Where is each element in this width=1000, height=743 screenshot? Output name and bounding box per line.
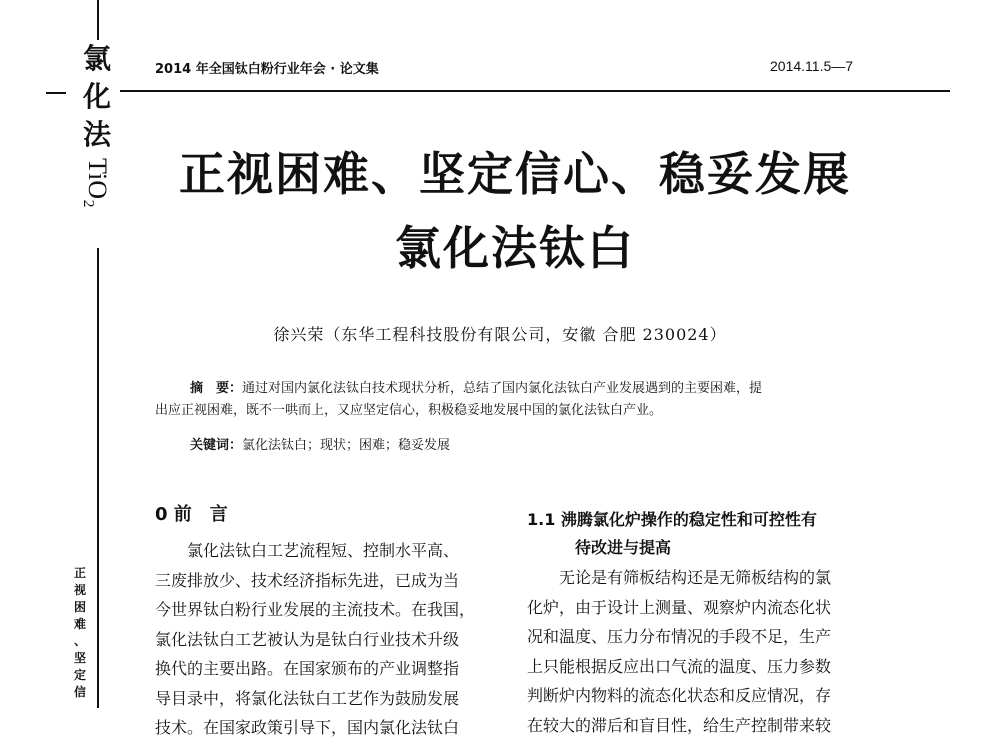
side-tick bbox=[46, 92, 66, 94]
abstract-text: 通过对国内氯化法钛白技术现状分析，总结了国内氯化法钛白产业发展遇到的主要困难，提 bbox=[242, 381, 763, 396]
keywords bbox=[190, 434, 450, 453]
body-line: 换代的主要出路。在国家颁布的产业调整指 bbox=[155, 659, 460, 678]
keywords-label: 关键词： bbox=[190, 438, 243, 453]
conference-date: 2014.11.5—7 bbox=[770, 58, 854, 74]
body-line: 在较大的滞后和盲目性，给生产控制带来较 bbox=[527, 715, 832, 735]
section-heading: 0 前 言 bbox=[155, 504, 228, 525]
side-running-char: 视 bbox=[73, 583, 86, 597]
section-body bbox=[527, 563, 882, 740]
body-line: 判断炉内物料的流态化状态和反应情况，存 bbox=[527, 686, 832, 705]
body-line: 氯化法钛白工艺被认为是钛白行业技术升级 bbox=[155, 629, 460, 649]
side-rule-top bbox=[97, 0, 99, 40]
side-banner-char: 氯 bbox=[82, 42, 111, 75]
keywords-text: 氯化法钛白；现状；困难；稳妥发展 bbox=[242, 438, 451, 453]
body-line: 况和温度、压力分布情况的手段不足，生产 bbox=[527, 627, 832, 646]
side-running-title bbox=[70, 565, 90, 701]
side-running-char: 坚 bbox=[73, 651, 86, 665]
side-running-char: 定 bbox=[73, 668, 86, 682]
abstract-label: 摘 要： bbox=[190, 381, 243, 396]
paper-title-line1: 正视困难、坚定信心、稳妥发展 bbox=[179, 147, 851, 201]
body-line: 无论是有筛板结构还是无筛板结构的氯 bbox=[527, 568, 832, 587]
header-rule bbox=[120, 90, 950, 92]
side-rule-bottom bbox=[97, 248, 99, 708]
abstract bbox=[155, 378, 875, 422]
paper-title-line2: 氯化法钛白 bbox=[395, 221, 635, 275]
side-running-char: 信 bbox=[73, 685, 86, 699]
body-line: 三废排放少、技术经济指标先进，已成为当 bbox=[155, 570, 460, 590]
body-line: 导目录中，将氯化法钛白工艺作为鼓励发展 bbox=[155, 688, 460, 708]
subsection-heading bbox=[527, 506, 887, 562]
author-affiliation: 徐兴荣（东华工程科技股份有限公司，安徽 合肥 230024） bbox=[273, 325, 727, 344]
side-banner bbox=[72, 40, 122, 208]
side-running-char: 、 bbox=[73, 634, 86, 648]
body-line: 今世界钛白粉行业发展的主流技术。在我国， bbox=[155, 600, 476, 619]
section-body bbox=[155, 536, 495, 743]
side-banner-char: 法 bbox=[82, 118, 111, 151]
body-line: 化炉，由于设计上测量、观察炉内流态化状 bbox=[527, 597, 832, 617]
subsection-heading-line: 待改进与提高 bbox=[575, 538, 672, 557]
side-running-char: 难 bbox=[73, 617, 86, 631]
body-line: 技术。在国家政策引导下，国内氯化法钛白 bbox=[155, 718, 460, 737]
body-line: 氯化法钛白工艺流程短、控制水平高、 bbox=[155, 541, 460, 560]
side-banner-formula: TiO₂ bbox=[83, 158, 112, 209]
side-running-char: 正 bbox=[73, 566, 86, 580]
side-running-char: 困 bbox=[73, 600, 86, 614]
abstract-text: 出应正视困难，既不一哄而上，又应坚定信心，积极稳妥地发展中国的氯化法钛白产业。 bbox=[155, 403, 663, 418]
body-line: 上只能根据反应出口气流的温度、压力参数 bbox=[527, 656, 832, 676]
subsection-heading-line: 1.1 沸腾氯化炉操作的稳定性和可控性有 bbox=[527, 510, 817, 529]
side-banner-char: 化 bbox=[82, 80, 111, 113]
running-header: 2014 年全国钛白粉行业年会 · 论文集 bbox=[155, 62, 379, 77]
